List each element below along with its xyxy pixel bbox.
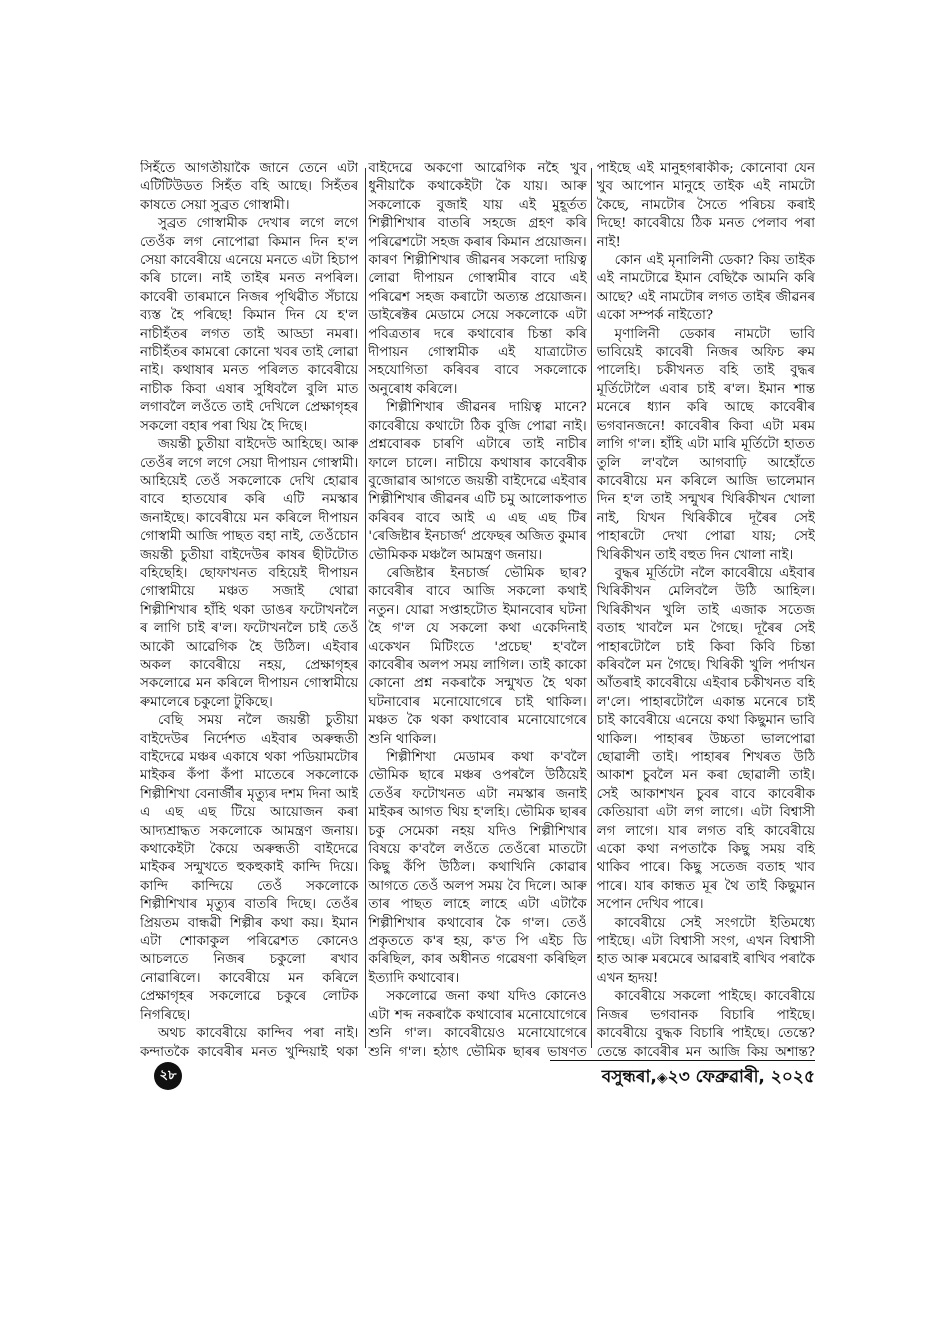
paragraph: কাবেৰীয়ে সেই সংগটো ইতিমধ্যে পাইছে। এটা বিশ্বাসী সংগ, এখন বিশ্বাসী হাত আৰু মৰমেৰে আৱৰাই ৰাখিব পৰাকৈ এখন হৃদয়! <box>596 915 815 986</box>
column-divider <box>591 168 592 1048</box>
paragraph: পাইছে এই মানুহগৰাকীক; কোনোবা যেন খুব আপোন মানুহে তাইক এই নামটো কৈছে, নামটোৰ সৈতে পৰিচয় কৰাই দিছে! কাবেৰীয়ে ঠিক মনত পেলাব পৰা নাই! <box>596 161 815 250</box>
issue-date: ২৩ ফেব্ৰুৱাৰী, ২০২৫ <box>667 1067 815 1087</box>
paragraph: বেছি সময় নলৈ জয়ন্তী চুতীয়া বাইদেউৰ নিৰ্দেশত এইবাৰ অৰুন্ধতী বাইদেৱে মঞ্চৰ একাষে থকা পডিয়ামটোৰ মাইকৰ কঁপা কঁপা মাতেৰে সকলোকে শিল্পীশিখা বেনাৰ্জীৰ মৃত্যুৰ দশম দিনা আই এ এছ এছ টিয়ে আয়োজন কৰা আদ্যশ্ৰাদ্ধত সকলোকে আমন্ত্ৰণ জনায়। কথাকেইটা কৈয়ে অৰুন্ধতী বাইদেৱে মাইকৰ সন্মুখতে হুকহুকাই কান্দি দিয়ে। কান্দি কান্দিয়ে তেওঁ সকলোকে শিল্পীশিখাৰ মৃত্যুৰ বাতৰি দিছে। তেওঁৰ প্ৰিয়তম বান্ধৱী শিল্পীৰ কথা কয়। ইমান এটা শোকাকুল পৰিৱেশত কোনেও আচলতে নিজৰ চকুলো ৰখাব নোৱাৰিলে। কাবেৰীয়ে মন কৰিলে প্ৰেক্ষাগৃহৰ সকলোৱে চকুৰে লোটক নিগৰিছে। <box>140 713 359 1023</box>
paragraph: শিল্পীশিখা মেডামৰ কথা ক'বলৈ ভৌমিক ছাৰে মঞ্চৰ ওপৰলৈ উঠিয়েই তেওঁৰ ফটোখনত এটা নমস্কাৰ জনাই মাইকৰ আগত থিয় হ'লহি। ভৌমিক ছাৰৰ চকু সেমেকা নহয় যদিও শিল্পীশিখাৰ বিষয়ে ক'বলৈ লওঁতে তেওঁৰো মাতটো কিছু কঁপি উঠিল। কথাখিনি কোৱাৰ আগতে তেওঁ অলপ সময় বৈ দিলে। আৰু তাৰ পাছত লাহে লাহে এটা এটাকৈ শিল্পীশিখাৰ কথাবোৰ কৈ গ'ল। তেওঁ প্ৰকৃততে ক'ৰ হয়, ক'ত পি এইচ ডি কৰিছিল, কাৰ অধীনত গৱেষণা কৰিছিল ইত্যাদি কথাবোৰ। <box>368 750 587 986</box>
column-divider <box>365 168 366 1048</box>
paragraph: শিল্পীশিখাৰ জীৱনৰ দায়িত্ব মানে? কাবেৰীয়ে কথাটো ঠিক বুজি পোৱা নাই। প্ৰশ্নবোৰক চাৰণি এটাৰে তাই নাচীৰ ফালে চালে। নাচীয়ে কথাষাৰ কাবেৰীক বুজোৱাৰ আগতে জয়ন্তী বাইদেৱে এইবাৰ শিল্পীশিখাৰ জীৱনৰ এটি চমু আলোকপাত কৰিবৰ বাবে আই এ এছ এছ টিৰ 'ৰেজিষ্টাৰ ইনচাৰ্জ' প্ৰফেছৰ অজিত কুমাৰ ভৌমিকক মঞ্চলৈ আমন্ত্ৰণ জনায়। <box>368 400 587 563</box>
paragraph: অথচ কাবেৰীয়ে কান্দিব পৰা নাই। কন্দাতকৈ কাবেৰীৰ মনত খুন্দিয়াই থকা <box>140 1026 359 1060</box>
paragraph: জয়ন্তী চুতীয়া বাইদেউ আহিছে। আৰু তেওঁৰ লগে লগে সেয়া দীপায়ন গোস্বামী। আহিয়েই তেওঁ সকলোকে দেখি হোৱাৰ বাবে হাতযোৰ কৰি এটি নমস্কাৰ জনাইছে। কাবেৰীয়ে মন কৰিলে দীপায়ন গোস্বামী আজি পাছত বহা নাই, তেওঁচোন জয়ন্তী চুতীয়া বাইদেউৰ কাষৰ ছীটটোত বহিছেহি। ছোফাখনত বহিয়েই দীপায়ন গোস্বামীয়ে মঞ্চত সজাই থোৱা শিল্পীশিখাৰ হাঁহি থকা ডাঙৰ ফটোখনলৈ ৰ লাগি চাই ৰ'ল। ফটোখনলৈ চাই তেওঁ আকৌ আৱেগিক হৈ উঠিল। এইবাৰ অকল কাবেৰীয়ে নহয়, প্ৰেক্ষাগৃহৰ সকলোৱে মন কৰিলে দীপায়ন গোস্বামীয়ে ৰুমালেৰে চকুলো টুকিছে। <box>140 437 359 710</box>
paragraph: সিহঁতে আগতীয়াকৈ জানে তেনে এটা এটিটিউডত সিহঁত বহি আছে। সিহঁতৰ কাষতে সেয়া সুব্ৰত গোস্বামী। <box>140 161 359 213</box>
diamond-icon: ◈ <box>656 1070 668 1086</box>
article-column-2 <box>368 160 586 1060</box>
paragraph: সুব্ৰত গোস্বামীক দেখাৰ লগে লগে তেওঁক লগ নোপোৱা কিমান দিন হ'ল সেয়া কাবেৰীয়ে এনেয়ে মনতে এটা হিচাপ কৰি চালে। নাই তাইৰ মনত নপৰিল। কাবেৰী তাৰমানে নিজৰ পৃথিৱীত সঁচায়ে ব্যস্ত হৈ পৰিছে! কিমান দিন যে হ'ল নাচীহঁতৰ লগত তাই আড্ডা নমৰা। নাচীহঁতৰ কামৰো কোনো খবৰ তাই লোৱা নাই। কথাষাৰ মনত পৰিলত কাবেৰীয়ে নাচীক কিবা এষাৰ সুধিবলৈ বুলি মাত লগাবলৈ লওঁতে তাই দেখিলে প্ৰেক্ষাগৃহৰ সকলো বহাৰ পৰা থিয় হৈ দিছে। <box>140 216 359 434</box>
paragraph: মৃণালিনী ডেকাৰ নামটো ভাবি ভাবিয়েই কাবেৰী নিজৰ অফিচ ৰুম পালেহি। চকীখনত বহি তাই বুদ্ধৰ মূৰ্তিটোলৈ এবাৰ চাই ৰ'ল। ইমান শান্ত মনেৰে ধ্যান কৰি আছে কাবেৰীৰ ভগবানজনে! কাবেৰীৰ কিবা এটা মৰম লাগি গ'ল। হাঁহি এটা মাৰি মূৰ্তিটো হাতত তুলি ল'বলৈ আগবাঢ়ি আহোঁতে কাবেৰীয়ে মন কৰিলে আজি ভালেমান দিন হ'ল তাই সন্মুখৰ খিৰিকীখন খোলা নাই, যিখন খিৰিকীৰে দূৰৈৰ সেই পাহাৰটো দেখা পোৱা যায়; সেই খিৰিকীখন তাই বহুত দিন খোলা নাই। <box>596 326 815 563</box>
paragraph: বাইদেৱে অকণো আৱেগিক নহৈ খুব ধুনীয়াকৈ কথাকেইটা কৈ যায়। আৰু সকলোকে বুজাই যায় এই মুহূৰ্তত শিল্পীশিখাৰ বাতৰি সহজে গ্ৰহণ কৰি পৰিৱেশটো সহজ কৰাৰ কিমান প্ৰয়োজন। কাৰণ শিল্পীশিখাৰ জীৱনৰ সকলো দায়িত্ব লোৱা দীপায়ন গোস্বামীৰ বাবে এই পৰিৱেশ সহজ কৰাটো অত্যন্ত প্ৰয়োজন। ডাইৰেক্টৰ মেডামে সেয়ে সকলোকে এটা পবিত্ৰতাৰ দৰে কথাবোৰ চিন্তা কৰি দীপায়ন গোস্বামীক এই যাত্ৰাটোত সহযোগিতা কৰিবৰ বাবে সকলোকে অনুৰোধ কৰিলে। <box>368 161 587 397</box>
article-column-1 <box>140 160 358 1060</box>
page-number-badge: ২৮ <box>154 1062 182 1090</box>
masthead <box>602 1064 815 1092</box>
article-body <box>140 160 815 1060</box>
paragraph: সকলোৱে জনা কথা যদিও কোনেও এটা শব্দ নকৰাকৈ কথাবোৰ মনোযোগেৰে শুনি গ'ল। কাবেৰীয়েও মনোযোগেৰে শুনি গ'ল। হঠাৎ ভৌমিক ছাৰৰ ভাষণত <box>368 989 587 1060</box>
paragraph: কোন এই মৃনালিনী ডেকা? কিয় তাইক এই নামটোৱে ইমান বেছিকৈ আমনি কৰি আছে? এই নামটোৰ লগত তাইৰ জীৱনৰ একো সম্পৰ্ক নাইতো? <box>596 253 815 324</box>
magazine-name: বসুন্ধৰা, <box>601 1067 657 1087</box>
paragraph: ৰেজিষ্টাৰ ইনচাৰ্জ ভৌমিক ছাৰ? কাবেৰীৰ বাবে আজি সকলো কথাই নতুন। যোৱা সপ্তাহটোত ইমানবোৰ ঘটনা হৈ গ'ল যে সকলো কথা একেদিনাই একেখন মিটিংতে 'প্ৰচেছ' হ'বলৈ কাবেৰীৰ অলপ সময় লাগিল। তাই কাকো কোনো প্ৰশ্ন নকৰাকৈ সন্মুখত হৈ থকা ঘটনাবোৰ মনোযোগেৰে চাই থাকিল। মঞ্চত কৈ থকা কথাবোৰ মনোযোগেৰে শুনি থাকিল। <box>368 565 587 747</box>
page-footer <box>140 1058 815 1098</box>
paragraph: কাবেৰীয়ে সকলো পাইছে। কাবেৰীয়ে নিজৰ ভগবানক বিচাৰি পাইছে। কাবেৰীয়ে বুদ্ধক বিচাৰি পাইছে। তেন্তে? তেন্তে কাবেৰীৰ মন আজি কিয় অশান্ত? <box>596 989 815 1060</box>
paragraph: বুদ্ধৰ মূৰ্তিটো নলৈ কাবেৰীয়ে এইবাৰ খিৰিকীখন মেলিবলৈ উঠি আহিল। খিৰিকীখন খুলি তাই এজাক সতেজ বতাহ খাবলৈ মন গৈছে। দূৰৈৰ সেই পাহাৰটোলৈ চাই কিবা কিবি চিন্তা কৰিবলৈ মন গৈছে। খিৰিকী খুলি পৰ্দাখন আঁতৰাই কাবেৰীয়ে এইবাৰ চকীখনত বহি ল'লে। পাহাৰটোলৈ একান্ত মনেৰে চাই চাই কাবেৰীয়ে এনেয়ে কথা কিছুমান ভাবি থাকিল। পাহাৰৰ উচ্চতা ভালপোৱা ছোৱালী তাই। পাহাৰৰ শিখৰত উঠি আকাশ চুবলৈ মন কৰা ছোৱালী তাই। সেই আকাশখন চুবৰ বাবে কাবেৰীক কেতিয়াবা এটা লগ লাগে। এটা বিশ্বাসী লগ লাগে। যাৰ লগত বহি কাবেৰীয়ে একো কথা নপতাকৈ কিছু সময় বহি থাকিব পাৰে। কিছু সতেজ বতাহ খাব পাৰে। যাৰ কান্ধত মূৰ থৈ তাই কিছুমান সপোন দেখিব পাৰে। <box>596 565 815 913</box>
footer-divider <box>550 1060 815 1061</box>
article-column-3 <box>597 160 815 1060</box>
